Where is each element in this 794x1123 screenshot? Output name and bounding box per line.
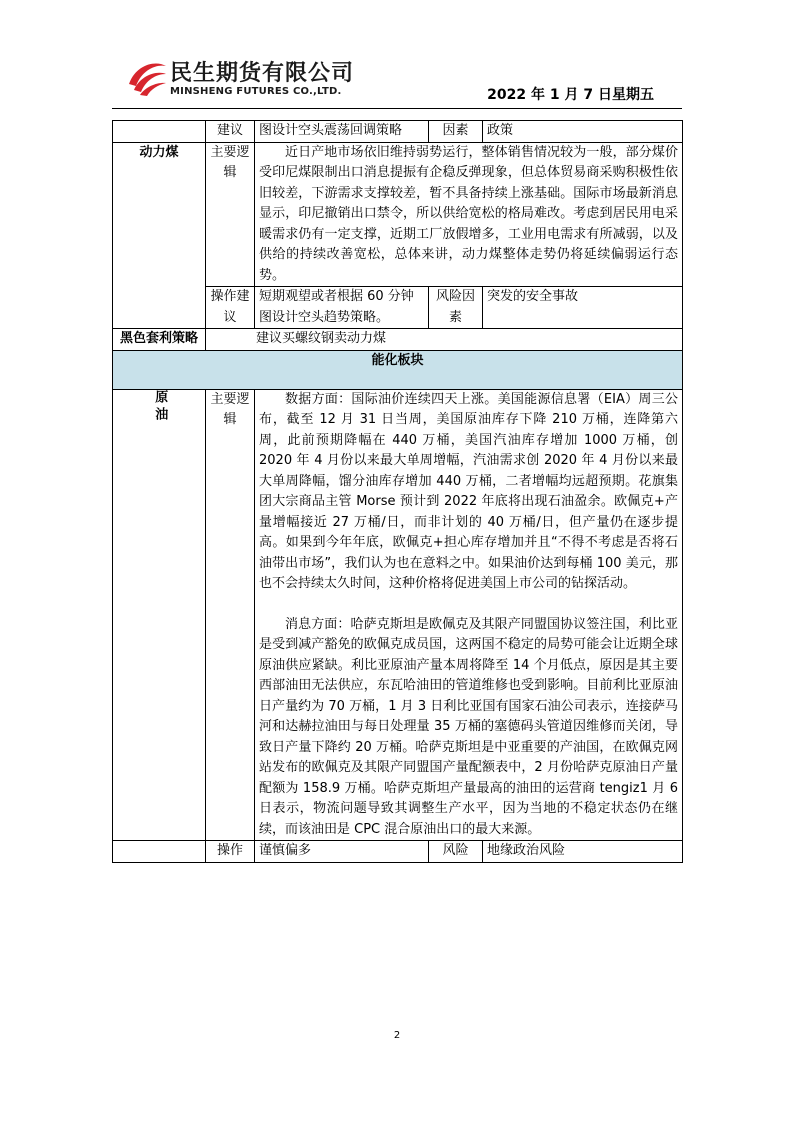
coal-logic-paragraph: 近日产地市场依旧维持弱势运行，整体销售情况较为一般，部分煤价受印尼煤限制出口消息提振有企稳反弹现象，但总体贸易商采购积极性依旧较差，下游需求支撑较差，暂不具备持续上涨基础。国际市场最新消息显示，印尼撤销出口禁令，所以供给宽松的格局难改。考虑到居民用电采暖需求仍有一定支撑，近期工厂放假增多，工业用电需求有所减弱，以及供给的持续改善宽松，总体来讲，动力煤整体走势仍将延续偏弱运行态势。 [259,144,678,283]
crude-news-paragraph: 消息方面：哈萨克斯坦是欧佩克及其限产同盟国协议签注国，利比亚是受到减产豁免的欧佩克成员国，这两国不稳定的局势可能会让近期全球原油供应紧缺。利比亚原油产量本周将降至 14 个月低点，原因是其主要西部油田无法供应，东瓦哈油田的管道维修也受到影响。目前利比亚原油日产量约为 70 万桶，1 月 3 日利比亚国有国家石油公司表示，连接萨马河和达赫拉油田与每日处理量 35 万桶的塞德码头管道因维修而关闭，导致日产量下降约 20 万桶。哈萨克斯坦是中亚重要的产油国，在欧佩克网站发布的欧佩克及其限产同盟国产量配额表中，2 月份哈萨克原油日产量配额为 158.9 万桶。哈萨克斯坦产量最高的油田的运营商 tengiz1 月 6 日表示，物流问题导致其调整生产水平，因为当地的不稳定状态仍在继续，而该油田是 CPC 混合原油出口的最大来源。 [259,616,678,837]
crude-category-label: 原油 [152,389,168,424]
arbitrage-text-cell: 建议买螺纹钢卖动力煤 [206,329,683,351]
table-row [113,841,683,863]
page-number: 2 [393,1030,401,1041]
coal-category-cell: 动力煤 [113,142,206,329]
paragraph-gap [259,595,678,615]
logo-chinese-name: 民生期货有限公司 [170,61,355,86]
coal-logic-text [255,142,683,287]
header-divider [112,108,682,109]
crude-risk-text: 地缘政治风险 [483,841,683,863]
crude-logic-label: 主要逻辑 [206,389,255,841]
table-row [113,121,683,143]
factor-label-cell: 因素 [429,121,483,143]
strategy-table [112,120,683,863]
factor-text-cell: 政策 [483,121,683,143]
crude-data-paragraph: 数据方面：国际油价连续四天上涨。美国能源信息署（EIA）周三公布，截至 12 月 31 日当周，美国原油库存下降 210 万桶，连降第六周，此前预期降幅在 440 万桶，美国汽油库存增加 1000 万桶，创 2020 年 4 月份以来最大单周增幅，汽油需求创 2020 年 4 月份以来最大单周降幅，馏分油库存增加 440 万桶，二者增幅均远超预期。花旗集团大宗商品主管 Morse 预计到 2022 年底将出现石油盈余。欧佩克+产量增幅接近 27 万桶/日，而非计划的 40 万桶/日，但产量仍在逐步提高。如果到今年年底，欧佩克+担心库存增加并且“不得不考虑是否将石油带出市场”，我们认为也在意料之中。如果油价达到每桶 100 美元，那也不会持续太久时间，这种价格将促进美国上市公司的钻探活动。 [259,391,678,591]
logo-english-name: MINSHENG FUTURES CO.,LTD. [170,86,342,97]
crude-logic-text [255,389,683,841]
empty-cell [113,841,206,863]
table-row [113,350,683,389]
empty-cell [113,121,206,143]
swoosh-logo-icon [126,58,168,98]
crude-category-cell [113,389,206,841]
coal-risk-label: 风险因素 [429,287,483,329]
crude-operation-label: 操作 [206,841,255,863]
arbitrage-category-cell: 黑色套利策略 [113,329,206,351]
company-logo [126,56,366,102]
table-row [113,329,683,351]
report-date: 2022 年 1 月 7 日星期五 [487,87,654,103]
coal-risk-text: 突发的安全事故 [483,287,683,329]
coal-operation-text: 短期观望或者根据 60 分钟图设计空头趋势策略。 [255,287,429,329]
coal-operation-label: 操作建议 [206,287,255,329]
advice-text-cell: 图设计空头震荡回调策略 [255,121,429,143]
section-title: 能化板块 [113,350,683,389]
crude-operation-text: 谨慎偏多 [255,841,429,863]
coal-logic-label: 主要逻辑 [206,142,255,287]
crude-risk-label: 风险 [429,841,483,863]
table-row [113,142,683,287]
advice-label-cell: 建议 [206,121,255,143]
table-row [113,389,683,841]
